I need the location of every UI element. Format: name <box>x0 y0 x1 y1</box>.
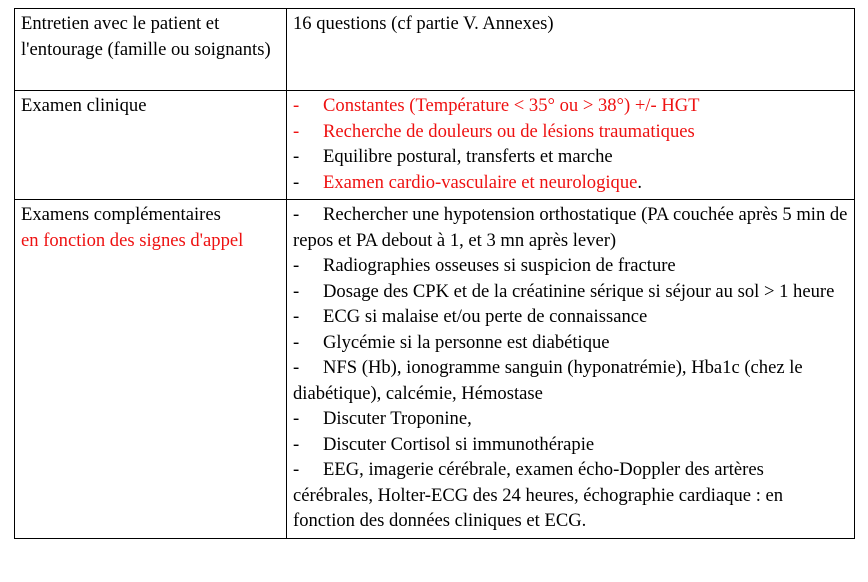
list-item <box>293 170 848 196</box>
row-label-text: Examens complémentaires <box>21 204 221 225</box>
list-item <box>293 432 848 458</box>
bullet-dash: - <box>293 331 300 353</box>
list-item-text: Recherche de douleurs ou de lésions traumatiques <box>323 120 695 142</box>
bullet-dash: - <box>293 171 300 193</box>
list-item-text: Constantes (Température < 35° ou > 38°) +/- HGT <box>323 95 700 116</box>
document-table <box>14 8 855 539</box>
list-item-text: Dosage des CPK et de la créatinine sérique si séjour au sol > 1 heure <box>323 280 835 302</box>
bullet-dash: - <box>293 433 300 455</box>
bullet-dash: - <box>293 306 300 327</box>
list-item <box>293 304 848 330</box>
bullet-dash: - <box>293 408 300 429</box>
list-item <box>293 93 848 119</box>
row-label-red-text: en fonction des signes d'appel <box>21 229 244 251</box>
list-item-text: Rechercher une hypotension orthostatique (PA couchée après 5 min de repos et PA debout à 1, et 3 mn après lever) <box>293 204 848 251</box>
row-content-entretien: 16 questions (cf partie V. Annexes) <box>287 9 855 91</box>
list-item <box>293 406 848 432</box>
list-item <box>293 330 848 356</box>
bullet-dash: - <box>293 204 300 225</box>
table-row <box>15 91 855 200</box>
list-item <box>293 119 848 145</box>
list-item <box>293 144 848 170</box>
list-item-text-group <box>323 170 642 196</box>
bullet-dash: - <box>293 459 300 480</box>
row-label-examens-complementaires <box>15 200 287 539</box>
list-item <box>293 202 848 253</box>
list-item-text: EEG, imagerie cérébrale, examen écho-Doppler des artères cérébrales, Holter-ECG des 24 heures, échographie cardiaque : en fonction des données cliniques et ECG. <box>293 459 784 531</box>
list-item-text: Discuter Cortisol si immunothérapie <box>323 433 595 455</box>
bullet-dash: - <box>293 95 300 116</box>
list-item-text: Examen cardio-vasculaire et neurologique <box>323 171 638 193</box>
list-item <box>293 279 848 305</box>
bullet-dash: - <box>293 146 300 167</box>
bullet-dash: - <box>293 120 300 142</box>
row-label-examen-clinique: Examen clinique <box>15 91 287 200</box>
list-item-text: Glycémie si la personne est diabétique <box>323 331 610 353</box>
list-item-text: Discuter Troponine, <box>323 408 472 429</box>
list-item <box>293 355 848 406</box>
row-label-entretien: Entretien avec le patient et l'entourage (famille ou soignants) <box>15 9 287 91</box>
list-item-text: ECG si malaise et/ou perte de connaissance <box>323 306 648 327</box>
bullet-dash: - <box>293 255 300 276</box>
list-item-suffix: . <box>637 171 643 193</box>
bullet-dash: - <box>293 357 300 378</box>
list-item <box>293 457 848 534</box>
row-content-examens-complementaires <box>287 200 855 539</box>
list-item-text: NFS (Hb), ionogramme sanguin (hyponatrémie), Hba1c (chez le diabétique), calcémie, Hémostase <box>293 357 803 404</box>
bullet-dash: - <box>293 280 300 302</box>
list-item-text: Radiographies osseuses si suspicion de fracture <box>323 255 676 276</box>
list-item <box>293 253 848 279</box>
row-content-examen-clinique <box>287 91 855 200</box>
table-row <box>15 200 855 539</box>
table-row <box>15 9 855 91</box>
list-item-text: Equilibre postural, transferts et marche <box>323 146 613 167</box>
